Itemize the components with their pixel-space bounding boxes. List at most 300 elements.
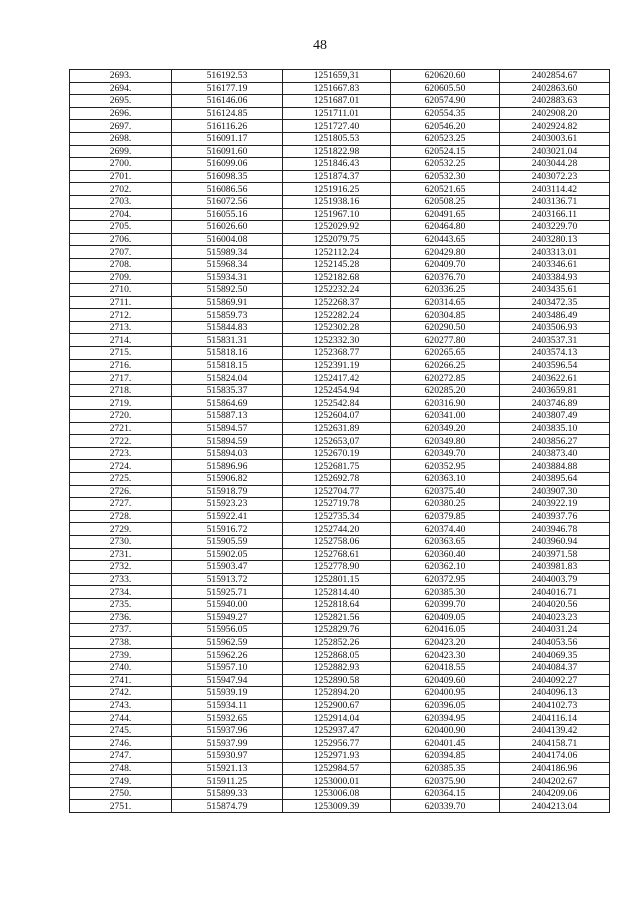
table-row (70, 510, 610, 523)
y-coordinate-cell: 1252984.57 (283, 762, 391, 775)
x2-coordinate-cell: 620524.15 (391, 145, 500, 158)
point-number-cell: 2694. (70, 82, 172, 95)
x-coordinate-cell: 516192.53 (172, 70, 283, 83)
y2-coordinate-cell: 2403280.13 (500, 233, 610, 246)
y-coordinate-cell: 1252956.77 (283, 737, 391, 750)
coordinates-table (69, 69, 610, 813)
y2-coordinate-cell: 2403895.64 (500, 473, 610, 486)
point-number-cell: 2716. (70, 359, 172, 372)
x-coordinate-cell: 515947.94 (172, 674, 283, 687)
table-row (70, 447, 610, 460)
point-number-cell: 2713. (70, 321, 172, 334)
y-coordinate-cell: 1252029.92 (283, 221, 391, 234)
table-row (70, 271, 610, 284)
x2-coordinate-cell: 620265.65 (391, 347, 500, 360)
y-coordinate-cell: 1252818.64 (283, 598, 391, 611)
point-number-cell: 2711. (70, 296, 172, 309)
y2-coordinate-cell: 2404102.73 (500, 699, 610, 712)
x-coordinate-cell: 516091.60 (172, 145, 283, 158)
x2-coordinate-cell: 620363.10 (391, 473, 500, 486)
x-coordinate-cell: 515937.99 (172, 737, 283, 750)
point-number-cell: 2693. (70, 70, 172, 83)
x-coordinate-cell: 515956.05 (172, 624, 283, 637)
x-coordinate-cell: 515921.13 (172, 762, 283, 775)
point-number-cell: 2706. (70, 233, 172, 246)
x2-coordinate-cell: 620375.40 (391, 485, 500, 498)
y2-coordinate-cell: 2402863.60 (500, 82, 610, 95)
x-coordinate-cell: 515932.65 (172, 712, 283, 725)
x-coordinate-cell: 515923.23 (172, 498, 283, 511)
y-coordinate-cell: 1252112.24 (283, 246, 391, 259)
y-coordinate-cell: 1252681.75 (283, 460, 391, 473)
x-coordinate-cell: 515918.79 (172, 485, 283, 498)
y-coordinate-cell: 1252821.56 (283, 611, 391, 624)
x-coordinate-cell: 516072.56 (172, 195, 283, 208)
x-coordinate-cell: 515968.34 (172, 258, 283, 271)
x-coordinate-cell: 515934.31 (172, 271, 283, 284)
x2-coordinate-cell: 620336.25 (391, 284, 500, 297)
y-coordinate-cell: 1252882.93 (283, 661, 391, 674)
x2-coordinate-cell: 620352.95 (391, 460, 500, 473)
table-row (70, 372, 610, 385)
x2-coordinate-cell: 620400.90 (391, 724, 500, 737)
x-coordinate-cell: 515899.33 (172, 787, 283, 800)
point-number-cell: 2728. (70, 510, 172, 523)
x-coordinate-cell: 516098.35 (172, 170, 283, 183)
x2-coordinate-cell: 620396.05 (391, 699, 500, 712)
x2-coordinate-cell: 620266.25 (391, 359, 500, 372)
x2-coordinate-cell: 620574.90 (391, 95, 500, 108)
point-number-cell: 2722. (70, 435, 172, 448)
x2-coordinate-cell: 620372.95 (391, 573, 500, 586)
y2-coordinate-cell: 2402908.20 (500, 107, 610, 120)
table-row (70, 611, 610, 624)
table-row (70, 384, 610, 397)
y2-coordinate-cell: 2403596.54 (500, 359, 610, 372)
point-number-cell: 2742. (70, 687, 172, 700)
x-coordinate-cell: 516004.08 (172, 233, 283, 246)
x2-coordinate-cell: 620362.10 (391, 561, 500, 574)
page-number: 48 (313, 38, 327, 53)
point-number-cell: 2717. (70, 372, 172, 385)
y2-coordinate-cell: 2403313.01 (500, 246, 610, 259)
x-coordinate-cell: 515906.82 (172, 473, 283, 486)
x2-coordinate-cell: 620375.90 (391, 775, 500, 788)
table-row (70, 170, 610, 183)
x-coordinate-cell: 515894.03 (172, 447, 283, 460)
y-coordinate-cell: 1252268.37 (283, 296, 391, 309)
y2-coordinate-cell: 2404116.14 (500, 712, 610, 725)
x-coordinate-cell: 516177.19 (172, 82, 283, 95)
x2-coordinate-cell: 620429.80 (391, 246, 500, 259)
y-coordinate-cell: 1251938.16 (283, 195, 391, 208)
x2-coordinate-cell: 620532.25 (391, 158, 500, 171)
y2-coordinate-cell: 2402854.67 (500, 70, 610, 83)
x-coordinate-cell: 515824.04 (172, 372, 283, 385)
point-number-cell: 2724. (70, 460, 172, 473)
y-coordinate-cell: 1252332.30 (283, 334, 391, 347)
x-coordinate-cell: 515989.34 (172, 246, 283, 259)
point-number-cell: 2743. (70, 699, 172, 712)
y2-coordinate-cell: 2403659.81 (500, 384, 610, 397)
y-coordinate-cell: 1252852.26 (283, 636, 391, 649)
x2-coordinate-cell: 620380.25 (391, 498, 500, 511)
x2-coordinate-cell: 620349.20 (391, 422, 500, 435)
y2-coordinate-cell: 2403021.04 (500, 145, 610, 158)
table-row (70, 359, 610, 372)
y2-coordinate-cell: 2403960.94 (500, 535, 610, 548)
y2-coordinate-cell: 2404092.27 (500, 674, 610, 687)
y2-coordinate-cell: 2403856.27 (500, 435, 610, 448)
x-coordinate-cell: 515913.72 (172, 573, 283, 586)
point-number-cell: 2735. (70, 598, 172, 611)
x-coordinate-cell: 515864.69 (172, 397, 283, 410)
y2-coordinate-cell: 2404202.67 (500, 775, 610, 788)
point-number-cell: 2744. (70, 712, 172, 725)
y-coordinate-cell: 1251667.83 (283, 82, 391, 95)
y-coordinate-cell: 1252704.77 (283, 485, 391, 498)
y2-coordinate-cell: 2402924.82 (500, 120, 610, 133)
table-row (70, 82, 610, 95)
x-coordinate-cell: 515874.79 (172, 800, 283, 813)
x-coordinate-cell: 515911.25 (172, 775, 283, 788)
y-coordinate-cell: 1252900.67 (283, 699, 391, 712)
point-number-cell: 2749. (70, 775, 172, 788)
y2-coordinate-cell: 2404186.96 (500, 762, 610, 775)
y2-coordinate-cell: 2404069.35 (500, 649, 610, 662)
y2-coordinate-cell: 2403746.89 (500, 397, 610, 410)
y-coordinate-cell: 1252653,07 (283, 435, 391, 448)
point-number-cell: 2702. (70, 183, 172, 196)
x-coordinate-cell: 515925.71 (172, 586, 283, 599)
table-row (70, 649, 610, 662)
y-coordinate-cell: 1252801.15 (283, 573, 391, 586)
table-row (70, 158, 610, 171)
x-coordinate-cell: 515818.15 (172, 359, 283, 372)
y2-coordinate-cell: 2403506.93 (500, 321, 610, 334)
x2-coordinate-cell: 620364.15 (391, 787, 500, 800)
table-row (70, 258, 610, 271)
x-coordinate-cell: 516086.56 (172, 183, 283, 196)
y2-coordinate-cell: 2403384.93 (500, 271, 610, 284)
x-coordinate-cell: 516026.60 (172, 221, 283, 234)
table-row (70, 309, 610, 322)
table-row (70, 737, 610, 750)
y-coordinate-cell: 1252735.34 (283, 510, 391, 523)
x2-coordinate-cell: 620401.45 (391, 737, 500, 750)
y-coordinate-cell: 1253000.01 (283, 775, 391, 788)
point-number-cell: 2715. (70, 347, 172, 360)
x2-coordinate-cell: 620423.30 (391, 649, 500, 662)
point-number-cell: 2720. (70, 410, 172, 423)
x-coordinate-cell: 515859.73 (172, 309, 283, 322)
y2-coordinate-cell: 2403072.23 (500, 170, 610, 183)
point-number-cell: 2723. (70, 447, 172, 460)
x-coordinate-cell: 515962.26 (172, 649, 283, 662)
point-number-cell: 2737. (70, 624, 172, 637)
point-number-cell: 2747. (70, 750, 172, 763)
table-row (70, 573, 610, 586)
table-row (70, 485, 610, 498)
point-number-cell: 2719. (70, 397, 172, 410)
x-coordinate-cell: 515896.96 (172, 460, 283, 473)
point-number-cell: 2733. (70, 573, 172, 586)
x-coordinate-cell: 515818.16 (172, 347, 283, 360)
x2-coordinate-cell: 620409.70 (391, 258, 500, 271)
y2-coordinate-cell: 2403971.58 (500, 548, 610, 561)
point-number-cell: 2709. (70, 271, 172, 284)
y2-coordinate-cell: 2403472.35 (500, 296, 610, 309)
y2-coordinate-cell: 2403622.61 (500, 372, 610, 385)
x2-coordinate-cell: 620399.70 (391, 598, 500, 611)
point-number-cell: 2727. (70, 498, 172, 511)
x2-coordinate-cell: 620374.40 (391, 523, 500, 536)
table-row (70, 221, 610, 234)
y-coordinate-cell: 1252914.04 (283, 712, 391, 725)
point-number-cell: 2696. (70, 107, 172, 120)
table-row (70, 397, 610, 410)
point-number-cell: 2751. (70, 800, 172, 813)
point-number-cell: 2731. (70, 548, 172, 561)
y2-coordinate-cell: 2403873.40 (500, 447, 610, 460)
point-number-cell: 2738. (70, 636, 172, 649)
x2-coordinate-cell: 620376.70 (391, 271, 500, 284)
point-number-cell: 2721. (70, 422, 172, 435)
x2-coordinate-cell: 620285.20 (391, 384, 500, 397)
y-coordinate-cell: 1252829.76 (283, 624, 391, 637)
table-row (70, 145, 610, 158)
point-number-cell: 2740. (70, 661, 172, 674)
table-row (70, 787, 610, 800)
y-coordinate-cell: 1251687.01 (283, 95, 391, 108)
y-coordinate-cell: 1252814.40 (283, 586, 391, 599)
x-coordinate-cell: 515934.11 (172, 699, 283, 712)
x-coordinate-cell: 515844.83 (172, 321, 283, 334)
table-row (70, 321, 610, 334)
table-row (70, 284, 610, 297)
x2-coordinate-cell: 620316.90 (391, 397, 500, 410)
y2-coordinate-cell: 2403114.42 (500, 183, 610, 196)
y-coordinate-cell: 1252868.05 (283, 649, 391, 662)
y-coordinate-cell: 1252937.47 (283, 724, 391, 737)
table-row (70, 674, 610, 687)
point-number-cell: 2698. (70, 132, 172, 145)
y2-coordinate-cell: 2403435.61 (500, 284, 610, 297)
y-coordinate-cell: 1251967.10 (283, 208, 391, 221)
point-number-cell: 2701. (70, 170, 172, 183)
point-number-cell: 2732. (70, 561, 172, 574)
x-coordinate-cell: 515930.97 (172, 750, 283, 763)
x2-coordinate-cell: 620409.60 (391, 674, 500, 687)
y-coordinate-cell: 1251727.40 (283, 120, 391, 133)
y2-coordinate-cell: 2403835.10 (500, 422, 610, 435)
y2-coordinate-cell: 2404084.37 (500, 661, 610, 674)
y2-coordinate-cell: 2403003.61 (500, 132, 610, 145)
point-number-cell: 2714. (70, 334, 172, 347)
y2-coordinate-cell: 2403136.71 (500, 195, 610, 208)
point-number-cell: 2710. (70, 284, 172, 297)
x2-coordinate-cell: 620423.20 (391, 636, 500, 649)
table-row (70, 750, 610, 763)
x2-coordinate-cell: 620464.80 (391, 221, 500, 234)
y2-coordinate-cell: 2404031.24 (500, 624, 610, 637)
y-coordinate-cell: 1251659,31 (283, 70, 391, 83)
x-coordinate-cell: 516146.06 (172, 95, 283, 108)
y-coordinate-cell: 1251916.25 (283, 183, 391, 196)
y2-coordinate-cell: 2403981.83 (500, 561, 610, 574)
x-coordinate-cell: 516099.06 (172, 158, 283, 171)
table-row (70, 624, 610, 637)
x2-coordinate-cell: 620304.85 (391, 309, 500, 322)
table-row (70, 233, 610, 246)
y-coordinate-cell: 1252282.24 (283, 309, 391, 322)
x2-coordinate-cell: 620385.35 (391, 762, 500, 775)
y-coordinate-cell: 1253006.08 (283, 787, 391, 800)
y2-coordinate-cell: 2403166.11 (500, 208, 610, 221)
y2-coordinate-cell: 2404174.06 (500, 750, 610, 763)
x2-coordinate-cell: 620394.85 (391, 750, 500, 763)
x2-coordinate-cell: 620620.60 (391, 70, 500, 83)
x2-coordinate-cell: 620400.95 (391, 687, 500, 700)
x-coordinate-cell: 515869.91 (172, 296, 283, 309)
x2-coordinate-cell: 620409.05 (391, 611, 500, 624)
y-coordinate-cell: 1252454.94 (283, 384, 391, 397)
y2-coordinate-cell: 2404003.79 (500, 573, 610, 586)
y-coordinate-cell: 1252670.19 (283, 447, 391, 460)
point-number-cell: 2703. (70, 195, 172, 208)
y-coordinate-cell: 1252368.77 (283, 347, 391, 360)
x2-coordinate-cell: 620277.80 (391, 334, 500, 347)
y-coordinate-cell: 1252417.42 (283, 372, 391, 385)
table-row (70, 586, 610, 599)
y2-coordinate-cell: 2403574.13 (500, 347, 610, 360)
coordinates-table-body (70, 70, 610, 813)
y2-coordinate-cell: 2404213.04 (500, 800, 610, 813)
y2-coordinate-cell: 2404016.71 (500, 586, 610, 599)
table-row (70, 498, 610, 511)
x-coordinate-cell: 515887.13 (172, 410, 283, 423)
point-number-cell: 2736. (70, 611, 172, 624)
table-row (70, 195, 610, 208)
point-number-cell: 2705. (70, 221, 172, 234)
x-coordinate-cell: 516091.17 (172, 132, 283, 145)
point-number-cell: 2729. (70, 523, 172, 536)
x-coordinate-cell: 515962.59 (172, 636, 283, 649)
point-number-cell: 2725. (70, 473, 172, 486)
x-coordinate-cell: 516124.85 (172, 107, 283, 120)
x2-coordinate-cell: 620379.85 (391, 510, 500, 523)
x-coordinate-cell: 515831.31 (172, 334, 283, 347)
y-coordinate-cell: 1252768.61 (283, 548, 391, 561)
table-row (70, 435, 610, 448)
point-number-cell: 2707. (70, 246, 172, 259)
y-coordinate-cell: 1252302.28 (283, 321, 391, 334)
y2-coordinate-cell: 2403907.30 (500, 485, 610, 498)
x2-coordinate-cell: 620349.80 (391, 435, 500, 448)
x-coordinate-cell: 515949.27 (172, 611, 283, 624)
x-coordinate-cell: 515922.41 (172, 510, 283, 523)
x2-coordinate-cell: 620546.20 (391, 120, 500, 133)
table-row (70, 460, 610, 473)
y-coordinate-cell: 1251874.37 (283, 170, 391, 183)
table-row (70, 410, 610, 423)
x2-coordinate-cell: 620363.65 (391, 535, 500, 548)
table-row (70, 208, 610, 221)
table-row (70, 598, 610, 611)
table-row (70, 422, 610, 435)
y2-coordinate-cell: 2403044.28 (500, 158, 610, 171)
table-row (70, 548, 610, 561)
x-coordinate-cell: 515894.57 (172, 422, 283, 435)
y2-coordinate-cell: 2403537.31 (500, 334, 610, 347)
y2-coordinate-cell: 2403486.49 (500, 309, 610, 322)
y-coordinate-cell: 1252719.78 (283, 498, 391, 511)
point-number-cell: 2697. (70, 120, 172, 133)
x2-coordinate-cell: 620523.25 (391, 132, 500, 145)
x2-coordinate-cell: 620554.35 (391, 107, 500, 120)
table-row (70, 687, 610, 700)
y-coordinate-cell: 1252744.20 (283, 523, 391, 536)
x-coordinate-cell: 516055.16 (172, 208, 283, 221)
y2-coordinate-cell: 2404053.56 (500, 636, 610, 649)
x2-coordinate-cell: 620272.85 (391, 372, 500, 385)
x-coordinate-cell: 515940.00 (172, 598, 283, 611)
y2-coordinate-cell: 2404158.71 (500, 737, 610, 750)
point-number-cell: 2695. (70, 95, 172, 108)
table-row (70, 95, 610, 108)
y2-coordinate-cell: 2403937.76 (500, 510, 610, 523)
y-coordinate-cell: 1252894.20 (283, 687, 391, 700)
y-coordinate-cell: 1252604.07 (283, 410, 391, 423)
x-coordinate-cell: 515892.50 (172, 284, 283, 297)
y-coordinate-cell: 1252631.89 (283, 422, 391, 435)
x2-coordinate-cell: 620508.25 (391, 195, 500, 208)
y-coordinate-cell: 1252971.93 (283, 750, 391, 763)
x2-coordinate-cell: 620339.70 (391, 800, 500, 813)
x2-coordinate-cell: 620360.40 (391, 548, 500, 561)
y-coordinate-cell: 1251822.98 (283, 145, 391, 158)
table-row (70, 762, 610, 775)
table-row (70, 183, 610, 196)
x-coordinate-cell: 515903.47 (172, 561, 283, 574)
table-row (70, 334, 610, 347)
table-row (70, 699, 610, 712)
point-number-cell: 2748. (70, 762, 172, 775)
x2-coordinate-cell: 620605.50 (391, 82, 500, 95)
x2-coordinate-cell: 620532.30 (391, 170, 500, 183)
x2-coordinate-cell: 620443.65 (391, 233, 500, 246)
x2-coordinate-cell: 620314.65 (391, 296, 500, 309)
y2-coordinate-cell: 2404139.42 (500, 724, 610, 737)
table-row (70, 347, 610, 360)
y2-coordinate-cell: 2403884.88 (500, 460, 610, 473)
table-row (70, 712, 610, 725)
table-row (70, 661, 610, 674)
y-coordinate-cell: 1251711.01 (283, 107, 391, 120)
y2-coordinate-cell: 2403229.70 (500, 221, 610, 234)
y2-coordinate-cell: 2404023.23 (500, 611, 610, 624)
x-coordinate-cell: 515902.05 (172, 548, 283, 561)
x2-coordinate-cell: 620521.65 (391, 183, 500, 196)
y-coordinate-cell: 1252232.24 (283, 284, 391, 297)
point-number-cell: 2699. (70, 145, 172, 158)
table-row (70, 107, 610, 120)
y-coordinate-cell: 1252758.06 (283, 535, 391, 548)
y-coordinate-cell: 1252145.28 (283, 258, 391, 271)
table-row (70, 132, 610, 145)
x-coordinate-cell: 515835.37 (172, 384, 283, 397)
point-number-cell: 2708. (70, 258, 172, 271)
